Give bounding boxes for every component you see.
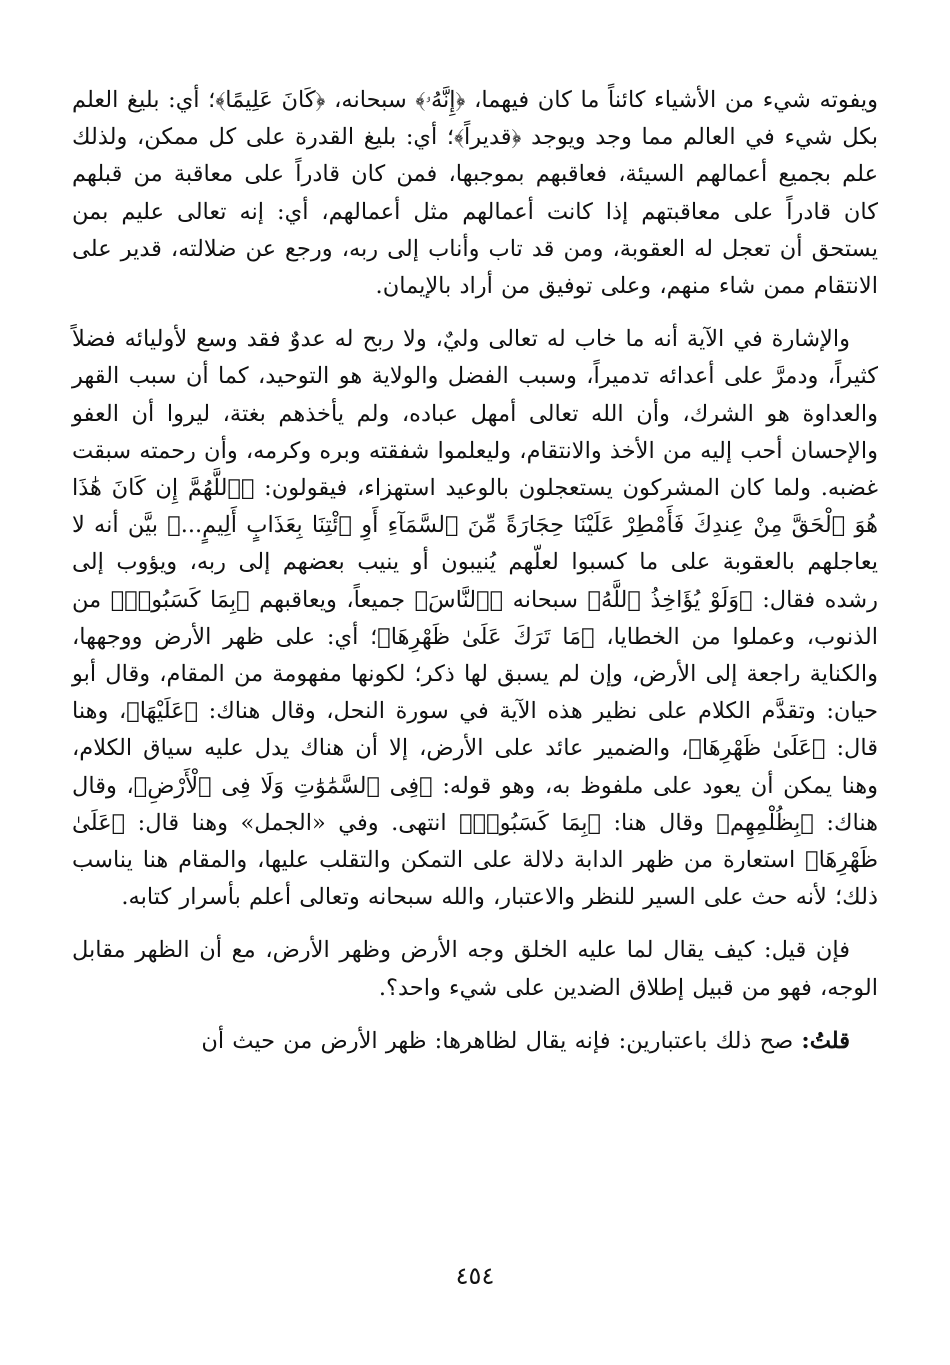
page-number: ٤٥٤ [455,1262,495,1290]
paragraph-3: فإن قيل: كيف يقال لما عليه الخلق وجه الأرض وظهر الأرض، مع أن الظهر مقابل الوجه، فهو من قبيل إطلاق الضدين على شيء واحد؟. [72,937,878,1001]
paragraph-4 [72,1023,878,1060]
answer-text: صح ذلك باعتبارين: فإنه يقال لظاهرها: ظهر الأرض من حيث أن [201,1027,802,1054]
page-body [72,82,878,1060]
paragraph-1: ويفوته شيء من الأشياء كائناً ما كان فيهما، ﴿إِنَّهُۥ﴾ سبحانه، ﴿كَانَ عَلِيمًا﴾؛ أي: بليغ العلم بكل شيء في العالم مما وجد ويوجد ﴿قديراً﴾؛ أي: بليغ القدرة على كل ممكن، ولذلك علم بجميع أعمالهم السيئة، فعاقبهم بموجبها، فمن كان قادراً على معاقبة من قبلهم كان قادراً على معاقبتهم إذا كانت أعمالهم مثل أعمالهم، أي: إنه تعالى عليم بمن يستحق أن تعجل له العقوبة، ومن قد تاب وأناب إلى ربه، ورجع عن ضلالته، قدير على الانتقام ممن شاء منهم، وعلى توفيق من أراد بالإيمان. [72,87,878,300]
answer-lead: قلتُ: [801,1027,850,1054]
paragraph-2: والإشارة في الآية أنه ما خاب له تعالى وليٌ، ولا ربح له عدوٌ فقد وسع لأوليائه فضلاً كثيراً، ودمرَّ على أعدائه تدميراً، وسبب الفضل والولاية هو التوحيد، كما أن سبب القهر والعداوة هو الشرك، وأن الله تعالى أمهل عباده، ولم يأخذهم بغتة، ليروا أن العفو والإحسان أحب إليه من الأخذ والانتقام، وليعلموا شفقته وبره وكرمه، وأن رحمته سبقت غضبه. ولما كان المشركون يستعجلون بالوعيد استهزاء، فيقولون: ﴿ٱللَّهُمَّ إِن كَانَ هَٰذَا هُوَ ٱلْحَقَّ مِنْ عِندِكَ فَأَمْطِرْ عَلَيْنَا حِجَارَةً مِّنَ ٱلسَّمَآءِ أَوِ ٱئْتِنَا بِعَذَابٍ أَلِيمٍ...﴾ بيَّن أنه لا يعاجلهم بالعقوبة على ما كسبوا لعلّهم يُنيبون أو ينيب بعضهم إلى ربه، ويؤوب إلى رشده فقال: ﴿وَلَوْ يُؤَاخِذُ ٱللَّهُ﴾ سبحانه ﴿ٱلنَّاسَ﴾ جميعاً، ويعاقبهم ﴿بِمَا كَسَبُوا۟﴾ من الذنوب، وعملوا من الخطايا، ﴿مَا تَرَكَ عَلَىٰ ظَهْرِهَا﴾؛ أي: على ظهر الأرض ووجهها، والكناية راجعة إلى الأرض، وإن لم يسبق لها ذكر؛ لكونها مفهومة من المقام، وقال أبو حيان: وتقدَّم الكلام على نظير هذه الآية في سورة النحل، وقال هناك: ﴿عَلَيْهَا﴾، وهنا قال: ﴿عَلَىٰ ظَهْرِهَا﴾، والضمير عائد على الأرض، إلا أن هناك يدل عليه سياق الكلام، وهنا يمكن أن يعود على ملفوظ به، وهو قوله: ﴿فِى ٱلسَّمَٰوَٰتِ وَلَا فِى ٱلْأَرْضِ﴾، وقال هناك: ﴿بِظُلْمِهِم﴾ وقال هنا: ﴿بِمَا كَسَبُوا۟﴾ انتهى. وفي «الجمل» وهنا قال: ﴿عَلَىٰ ظَهْرِهَا﴾ استعارة من ظهر الدابة دلالة على التمكن والتقلب عليها، والمقام هنا يناسب ذلك؛ لأنه حث على السير للنظر والاعتبار، والله سبحانه وتعالى أعلم بأسرار كتابه. [71,326,878,911]
